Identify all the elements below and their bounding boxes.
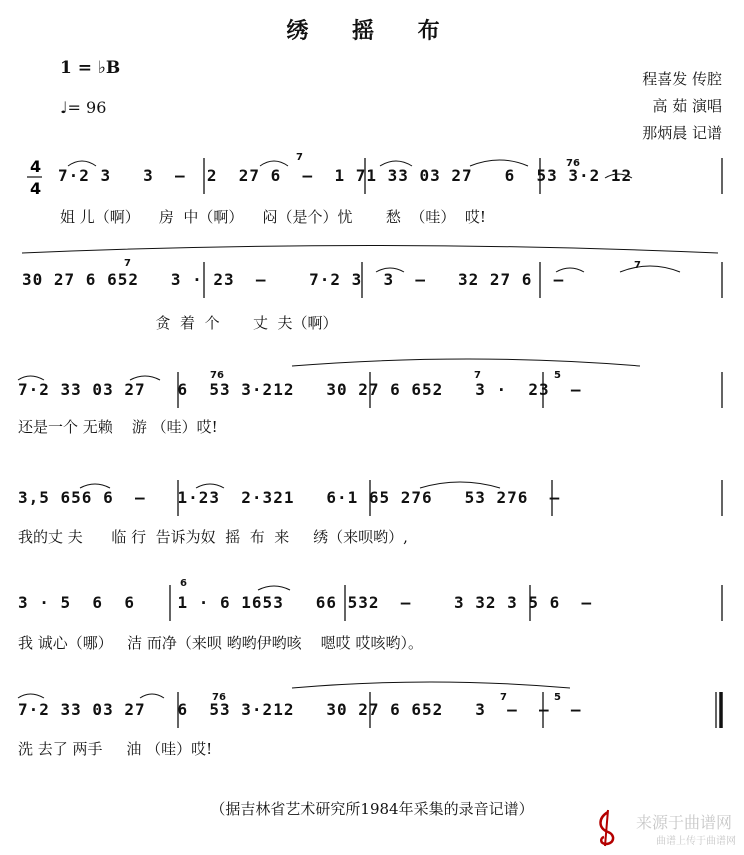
tempo-marking: ♩= 96 <box>60 98 107 117</box>
svg-text:5: 5 <box>554 692 561 703</box>
notation-row-3: 7·2 33 03 27 6 53 3·212 30 27 6 652 3 · 23 – <box>18 380 582 399</box>
lyrics-row-3: 还是一个 无赖 游 （哇）哎! <box>18 418 218 436</box>
svg-text:7: 7 <box>474 370 481 381</box>
time-sig-bottom: 4 <box>30 179 42 198</box>
lyrics-row-6: 洗 去了 两手 油 （哇）哎! <box>18 740 213 758</box>
svg-text:6: 6 <box>180 578 187 589</box>
svg-text:7: 7 <box>124 258 131 269</box>
credit-line: 程喜发 传腔 <box>642 70 722 88</box>
credit-line: 那炳晨 记谱 <box>642 124 722 142</box>
svg-text:7: 7 <box>500 692 507 703</box>
notation-row-6: 7·2 33 03 27 6 53 3·212 30 27 6 652 3 – – – <box>18 700 582 719</box>
svg-text:7: 7 <box>296 152 303 163</box>
credit-line: 高 茹 演唱 <box>652 97 722 115</box>
svg-text:76: 76 <box>212 692 226 703</box>
lyrics-row-2: 贪 着 个 丈 夫（啊） <box>22 314 338 332</box>
key-signature: 1 = ♭B <box>60 58 121 78</box>
svg-text:7: 7 <box>634 260 641 271</box>
treble-clef-logo-icon <box>590 808 624 848</box>
svg-text:76: 76 <box>566 158 580 169</box>
notation-row-2: 30 27 6 652 3 · 23 – 7·2 3 3 – 32 27 6 – <box>22 270 565 289</box>
notation-row-5: 3 · 5 6 6 1 · 6 1653 66 532 – 3 32 3 5 6 – <box>18 593 593 612</box>
lyrics-row-1: 姐 儿（啊） 房 中（啊） 闷（是个）忧 愁 （哇） 哎! <box>60 208 486 226</box>
time-sig-top: 4 <box>30 157 42 176</box>
watermark-line-1: 来源于曲谱网 <box>635 813 732 832</box>
lyrics-row-5: 我 诚心（哪） 洁 而净（来呗 哟哟伊哟咳 嗯哎 哎咳哟）。 <box>18 634 423 652</box>
svg-text:76: 76 <box>210 370 224 381</box>
svg-text:5: 5 <box>554 370 561 381</box>
lyrics-row-4: 我的丈 夫 临 行 告诉为奴 摇 布 来 绣（来呗哟）, <box>18 528 408 546</box>
song-title: 绣 摇 布 <box>286 19 458 44</box>
notation-row-1: 7·2 3 3 – 2 27 6 – 1 71 33 03 27 6 53 3·2 12 <box>58 166 633 185</box>
source-note: （据吉林省艺术研究所1984年采集的录音记谱） <box>210 800 534 818</box>
notation-row-4: 3,5 656 6 – 1·23 2·321 6·1 65 276 53 276 – <box>18 488 561 507</box>
watermark-line-2: 曲谱上传于曲谱网 <box>656 836 736 847</box>
